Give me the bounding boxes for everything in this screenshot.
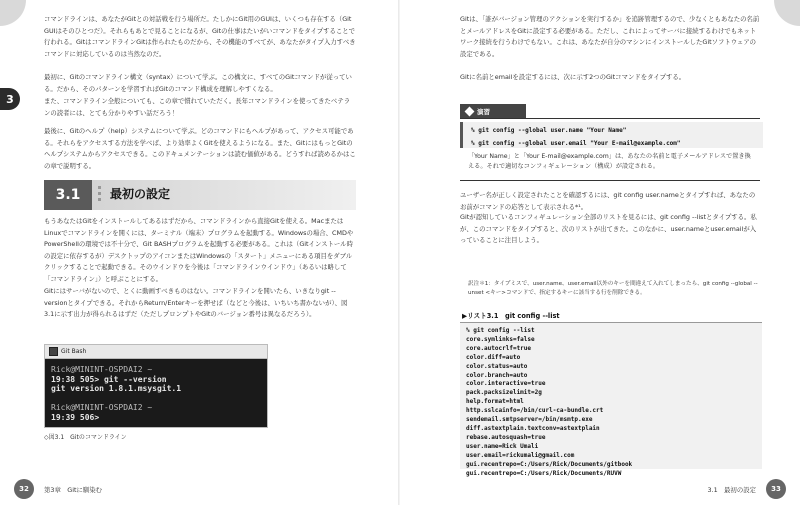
code-listing-body (460, 323, 762, 482)
paragraph: また、コマンドライン全般についても、この章で慣れていただく。長年コマンドラインを使ってきたベテランの読者には、とても分かりやすい話だろう！ (44, 97, 351, 117)
figure-caption: ◇図3.1 Gitのコマンドライン (44, 434, 127, 441)
exercise-command: % git config --global user.name "Your Name" (471, 127, 627, 134)
translator-note: 訳注＊1：タイプミスで、user.name、user.email以外のキーを間違えて入れてしまったら、git config --global --unset <キー>コマンドで、指定するキーに該当する行を削除できる。 (468, 281, 758, 296)
exercise-text: 「Your Name」と「Your E-mail@example.com」は、あなたの名前と電子メールアドレスで置き換える。それで適切なコンフィギュレーション（構成）が設定される。 (468, 153, 751, 170)
page-number: 32 (14, 479, 34, 499)
code-line: color.branch=auto (466, 371, 528, 379)
running-footer: 第3章 Gitに馴染む (44, 486, 103, 494)
code-line: color.diff=auto (466, 353, 521, 361)
exercise-command: % git config --global user.email "Your E-mail@example.com" (471, 140, 681, 147)
code-line: core.autocrlf=true (466, 344, 532, 352)
terminal-figure (44, 344, 268, 428)
code-line: gui.recentrepo=C:/Users/Rick/Documents/gitbook (466, 460, 633, 468)
page-corner-decoration (774, 0, 800, 26)
code-line: gui.recentrepo=C:/Users/Rick/Documents/RUVW (466, 469, 622, 477)
page-corner-decoration (0, 0, 26, 26)
terminal-titlebar (45, 345, 267, 359)
section-number: 3.1 (44, 180, 92, 210)
code-line: core.symlinks=false (466, 335, 535, 343)
code-line: sendemail.smtpserver=/bin/msmtp.exe (466, 416, 593, 424)
code-listing (460, 322, 762, 477)
code-line: color.status=auto (466, 362, 528, 370)
paragraph: 最後に、Gitのヘルプ（help）システムについて学ぶ。どのコマンドにもヘルプがあって、アクセス可能である。それらをアクセスする方法を学べば、より効率よくGitを使えるようになる。また、GitにはもっとGitのヘルプシステムからアクセスできる。このドキュメンテーションは読む価値がある。どうすれば読めるかはこの章で説明する。 (44, 127, 356, 170)
code-line: rebase.autosquash=true (466, 433, 546, 441)
exercise-label (460, 104, 526, 118)
terminal-line: 19:39 506> (51, 412, 100, 422)
pencil-icon (465, 106, 475, 116)
paragraph: コマンドラインは、あなたがGitとの対話戦を行う場所だ。たしかにGit用のGUIは、いくつも存在する（Git GUIはそのひとつだ）。それらもあとで見ることになるが、Gitの仕事はたいがいコマンドをタイプすることで行われる。GitはコマンドラインGitは作られたものだから、その機能のすべてが、あなたがタイプ入力すべきコマンドに対応しているのは当然なのだ。 (44, 15, 356, 58)
exercise-top-rule (460, 118, 760, 119)
section-divider (98, 186, 101, 204)
terminal-line: git version 1.8.1.msysgit.1 (51, 384, 182, 393)
terminal-line: 19:38 505> git --version (51, 374, 167, 384)
terminal-icon (49, 347, 58, 356)
code-line: diff.astextplain.textconv=astextplain (466, 424, 600, 432)
code-line: user.name=Rick Umali (466, 442, 539, 450)
chapter-tab: 3 (0, 88, 20, 110)
running-footer: 3.1 最初の設定 (707, 486, 756, 494)
code-line: help.format=html (466, 398, 524, 406)
paragraph: Gitは、「誰がバージョン管理のアクションを実行するか」を追跡管理するので、少なくともあなたの名前とメールアドレスをGitに設定する必要がある。ただし、これによってサーバに接続するわけでもネットワーク接続を行うわけでもない。これは、あなたが自分のマシンにインストールしたGitソフトウェアの設定である。 (460, 15, 760, 58)
code-line: http.sslcainfo=/bin/curl-ca-bundle.crt (466, 407, 604, 415)
paragraph: 最初に、Gitのコマンドライン構文（syntax）について学ぶ。この構文に、すべてのGitコマンドが従っている。だから、そのパターンを学習すればGitのコマンド構成を理解しやすくなる。 (44, 73, 352, 93)
terminal-line: Rick@MININT-OSPDAI2 ~ (51, 365, 153, 374)
section-title: 最初の設定 (110, 187, 171, 201)
paragraph: Gitが認知しているコンフィギュレーション全部のリストを見るには、git config --listとタイプする。私が、このコマンドをタイプすると、次のリストが出てきた。このなかに、user.nameとuser.emailが入っていることに注目しよう。 (460, 213, 757, 244)
code-line: user.email=rickumali@gmail.com (466, 451, 575, 459)
paragraph: ユーザー名が正しく設定されたことを確認するには、git config user.nameとタイプすれば、あなたのお前がコマンドの応答として表示される*¹。 (460, 191, 756, 211)
terminal-line: Rick@MININT-OSPDAI2 ~ (51, 403, 153, 412)
terminal-output (45, 359, 267, 428)
code-line: % git config --list (466, 327, 535, 334)
terminal-title: Git Bash (61, 348, 87, 355)
exercise-label-text: 演習 (477, 107, 490, 116)
exercise-command-box (460, 122, 763, 148)
exercise-bottom-rule (460, 180, 760, 181)
paragraph: Gitに名前とemailを設定するには、次に示す2つのGitコマンドをタイプする。 (460, 73, 686, 81)
listing-title: ▶リスト3.1 git config --list (462, 312, 560, 320)
code-line: pack.packsizelimit=2g (466, 389, 542, 397)
paragraph: Gitにはサーバがないので、とくに動画すべきものはない。コマンドラインを開いたら、いきなりgit --versionとタイプできる。それからReturn/Enterキーを押せば（などと今後は、いちいち書かないが）、図3.1に示す出力が得られるはずだ（ただしプロンプトやGitのバージョン番号は異なるだろう）。 (44, 287, 348, 318)
code-line: color.interactive=true (466, 380, 546, 388)
paragraph: もうあなたはGitをインストールしてあるはずだから、コマンドラインから直接Gitを使える。MacまたはLinuxでコマンドラインを開くには、ターミナル（端末）プログラムを起動する。Windowsの場合、CMDやPowerShellの環境では不十分で、Git BASHプログラムを起動する必要がある。これは（Gitインストール時の設定に依存するが）デスクトップのアイコンまたはWindowsの「スタート」メニューにある項目をダブルクリックすることで起動できる。そのウインドウを今後は「コマンドラインウインドウ」（あるいは略して「コマンドライン」）と呼ぶことにする。 (44, 217, 354, 283)
page-number: 33 (766, 479, 786, 499)
